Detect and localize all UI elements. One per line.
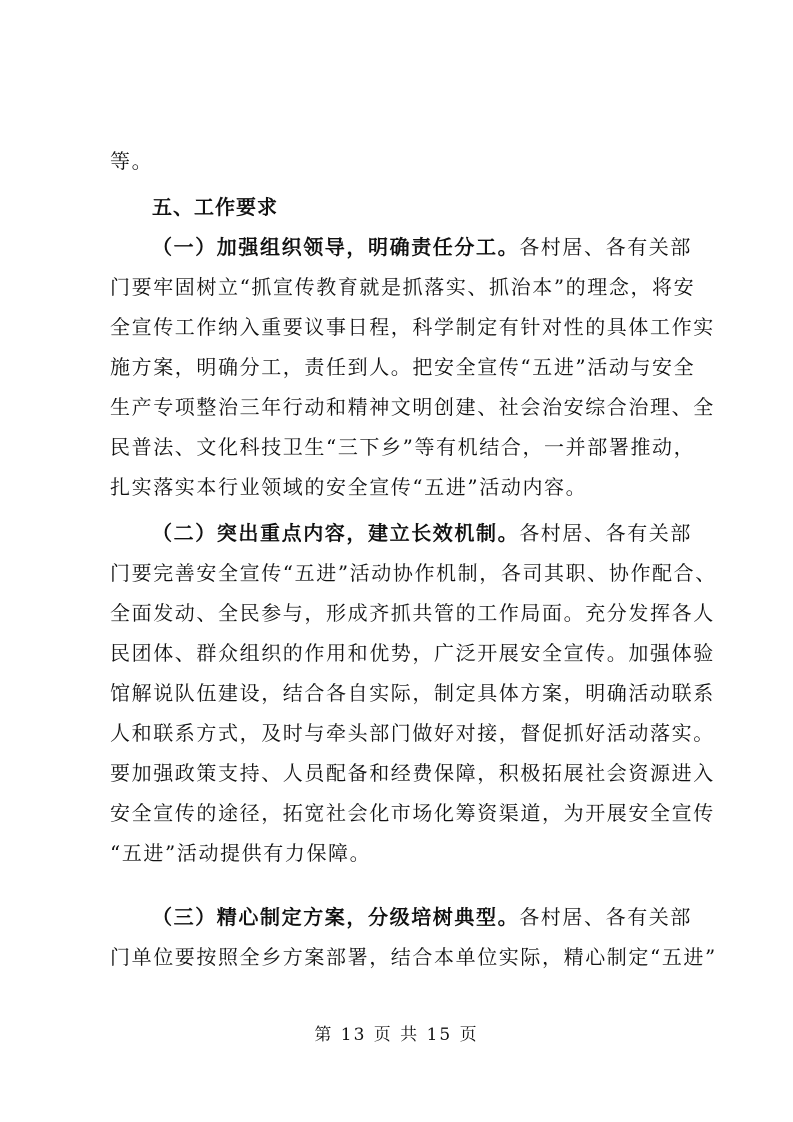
paragraph-2-line: 门要完善安全宣传“五进”活动协作机制，各司其职、协作配合、 xyxy=(110,561,717,585)
paragraph-2-line: 各村居、各有关部 xyxy=(519,521,693,545)
paragraph-1-line: 施方案，明确分工，责任到人。把安全宣传“五进”活动与安全 xyxy=(110,355,696,379)
paragraph-3-line: 各村居、各有关部 xyxy=(519,905,693,929)
continuation-text: 等。 xyxy=(110,149,154,173)
page-number-footer: 第 13 页 共 15 页 xyxy=(314,1025,479,1045)
paragraph-1-line: 全宣传工作纳入重要议事日程，科学制定有针对性的具体工作实 xyxy=(110,315,715,339)
paragraph-1-line: 生产专项整治三年行动和精神文明创建、社会治安综合治理、全 xyxy=(110,395,715,419)
paragraph-1-lead: （一）加强组织领导，明确责任分工。 xyxy=(152,235,520,259)
paragraph-1-line: 各村居、各有关部 xyxy=(519,235,693,259)
paragraph-1-first-line xyxy=(152,233,693,261)
section-heading: 五、工作要求 xyxy=(152,195,278,219)
paragraph-2-line: 民团体、群众组织的作用和优势，广泛开展安全宣传。加强体验 xyxy=(110,641,715,665)
paragraph-3-lead: （三）精心制定方案，分级培树典型。 xyxy=(152,905,520,929)
paragraph-3-first-line xyxy=(152,903,693,931)
paragraph-1-line: 扎实落实本行业领域的安全宣传“五进”活动内容。 xyxy=(110,475,588,499)
paragraph-1-line: 民普法、文化科技卫生“三下乡”等有机结合，一并部署推动， xyxy=(110,435,696,459)
paragraph-2-line: 馆解说队伍建设，结合各自实际，制定具体方案，明确活动联系 xyxy=(110,681,715,705)
paragraph-2-lead: （二）突出重点内容，建立长效机制。 xyxy=(152,521,520,545)
paragraph-2-line: 全面发动、全民参与，形成齐抓共管的工作局面。充分发挥各人 xyxy=(110,601,715,625)
paragraph-1-line: 门要牢固树立“抓宣传教育就是抓落实、抓治本”的理念，将安 xyxy=(110,275,696,299)
paragraph-2-line: 人和联系方式，及时与牵头部门做好对接，督促抓好活动落实。 xyxy=(110,721,715,745)
paragraph-2-first-line xyxy=(152,519,693,547)
paragraph-2-line: 安全宣传的途径，拓宽社会化市场化筹资渠道，为开展安全宣传 xyxy=(110,801,715,825)
paragraph-2-line: 要加强政策支持、人员配备和经费保障，积极拓展社会资源进入 xyxy=(110,761,715,785)
paragraph-3-line: 门单位要按照全乡方案部署，结合本单位实际，精心制定“五进” xyxy=(110,945,717,969)
paragraph-2-line: “五进”活动提供有力保障。 xyxy=(110,841,372,865)
